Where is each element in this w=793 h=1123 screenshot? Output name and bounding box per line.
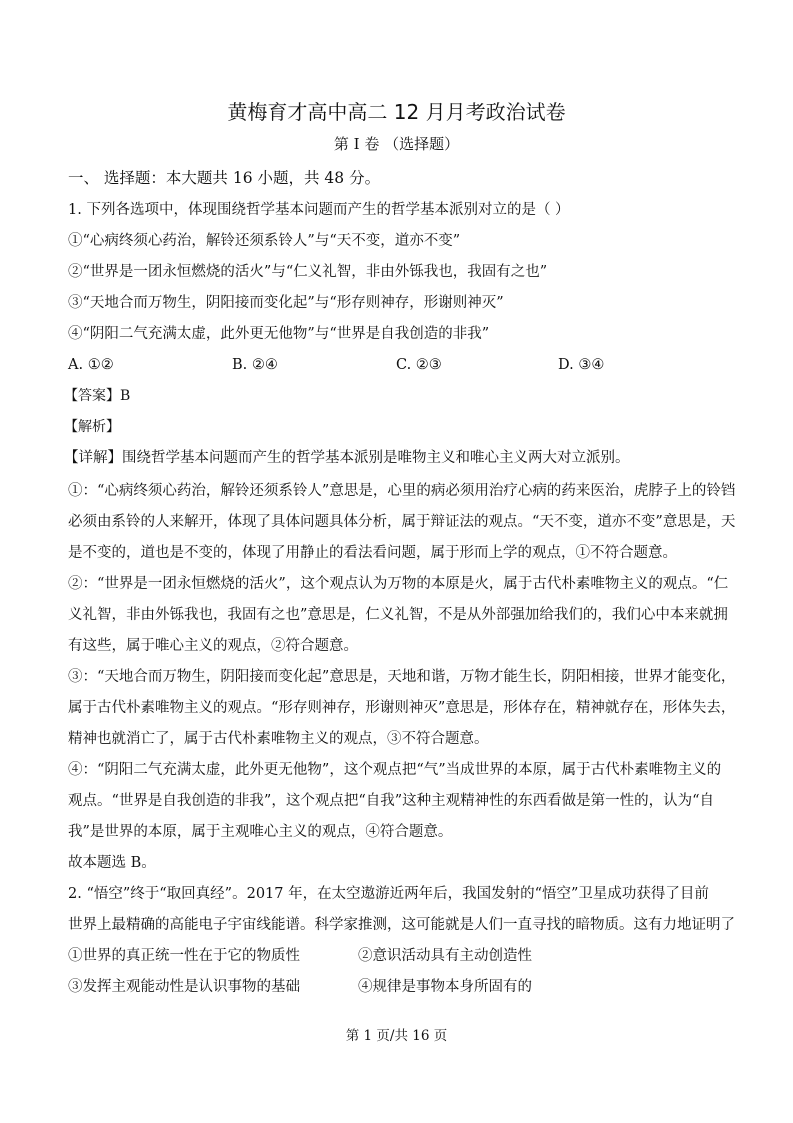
q2-item-4: ④规律是事物本身所固有的 — [358, 979, 532, 995]
q1-item-4: ④“阴阳二气充满太虚，此外更无他物”与“世界是自我创造的非我” — [68, 326, 490, 342]
q1-option-b: B. ②④ — [232, 357, 278, 373]
page-title: 黄梅育才高中高二 12 月月考政治试卷 — [227, 100, 566, 124]
q1-detail-line: 必须由系铃的人来解开，体现了具体问题具体分析，属于辩证法的观点。“天不变，道亦不变”意思是，天 — [68, 514, 736, 530]
q1-analysis-label: 【解析】 — [64, 419, 120, 435]
q1-option-d: D. ③④ — [558, 357, 605, 373]
q1-detail-line: ①：“心病终须心药治，解铃还须系铃人”意思是，心里的病必须用治疗心病的药来医治，虎脖子上的铃铛 — [68, 483, 736, 499]
q1-detail-line: 精神也就消亡了，属于古代朴素唯物主义的观点，③不符合题意。 — [68, 731, 489, 747]
q1-detail-line: 属于古代朴素唯物主义的观点。“形存则神存，形谢则神灭”意思是，形体存在，精神就存在，形体失去， — [68, 700, 736, 716]
q1-option-a: A. ①② — [68, 357, 114, 373]
q1-detail-line: 观点。“世界是自我创造的非我”，这个观点把“自我”这种主观精神性的东西看做是第一性的，认为“自 — [68, 793, 715, 809]
q2-item-3: ③发挥主观能动性是认识事物的基础 — [68, 979, 300, 995]
q2-item-1: ①世界的真正统一性在于它的物质性 — [68, 948, 300, 964]
q2-stem-line: 世界上最精确的高能电子宇宙线能谱。科学家推测，这可能就是人们一直寻找的暗物质。这有力地证明了 — [68, 917, 735, 933]
q1-conclusion: 故本题选 B。 — [68, 855, 156, 871]
q1-item-3: ③“天地合而万物生，阴阳接而变化起”与“形存则神存，形谢则神灭” — [68, 295, 504, 311]
q2-stem-line: 2. “悟空”终于“取回真经”。2017 年，在太空遨游近两年后，我国发射的“悟空”卫星成功获得了目前 — [68, 886, 709, 902]
q1-detail-line: 是不变的，道也是不变的，体现了用静止的看法看问题，属于形而上学的观点，①不符合题意。 — [68, 545, 677, 561]
q1-item-2: ②“世界是一团永恒燃烧的活火”与“仁义礼智，非由外铄我也，我固有之也” — [68, 264, 548, 280]
volume-subtitle: 第 I 卷 （选择题） — [333, 135, 460, 153]
q1-detail-line: 义礼智，非由外铄我也，我固有之也”意思是，仁义礼智，不是从外部强加给我们的，我们心中本来就拥 — [68, 607, 728, 623]
q1-detail-line: ②：“世界是一团永恒燃烧的活火”，这个观点认为万物的本原是火，属于古代朴素唯物主义的观点。“仁 — [68, 576, 729, 592]
q1-detail-line: ④：“阴阳二气充满太虚，此外更无他物”，这个观点把“气”当成世界的本原，属于古代朴素唯物主义的 — [68, 762, 722, 778]
q1-stem: 1. 下列各选项中，体现围绕哲学基本问题而产生的哲学基本派别对立的是（ ） — [68, 202, 570, 218]
section-heading: 一、 选择题：本大题共 16 小题，共 48 分。 — [68, 169, 381, 187]
q1-answer: 【答案】B — [64, 388, 131, 404]
page-footer: 第 1 页/共 16 页 — [345, 1028, 448, 1044]
q1-detail-line: 我”是世界的本原，属于主观唯心主义的观点，④符合题意。 — [68, 824, 453, 840]
q1-detail-line: 【详解】围绕哲学基本问题而产生的哲学基本派别是唯物主义和唯心主义两大对立派别。 — [64, 450, 630, 466]
q1-item-1: ①“心病终须心药治，解铃还须系铃人”与“天不变，道亦不变” — [68, 233, 461, 249]
q1-detail-line: ③：“天地合而万物生，阴阳接而变化起”意思是，天地和谐，万物才能生长，阴阳相接，世界才能变化， — [68, 669, 736, 685]
q1-detail-line: 有这些，属于唯心主义的观点，②符合题意。 — [68, 638, 358, 654]
q1-option-c: C. ②③ — [396, 357, 442, 373]
q2-item-2: ②意识活动具有主动创造性 — [358, 948, 532, 964]
